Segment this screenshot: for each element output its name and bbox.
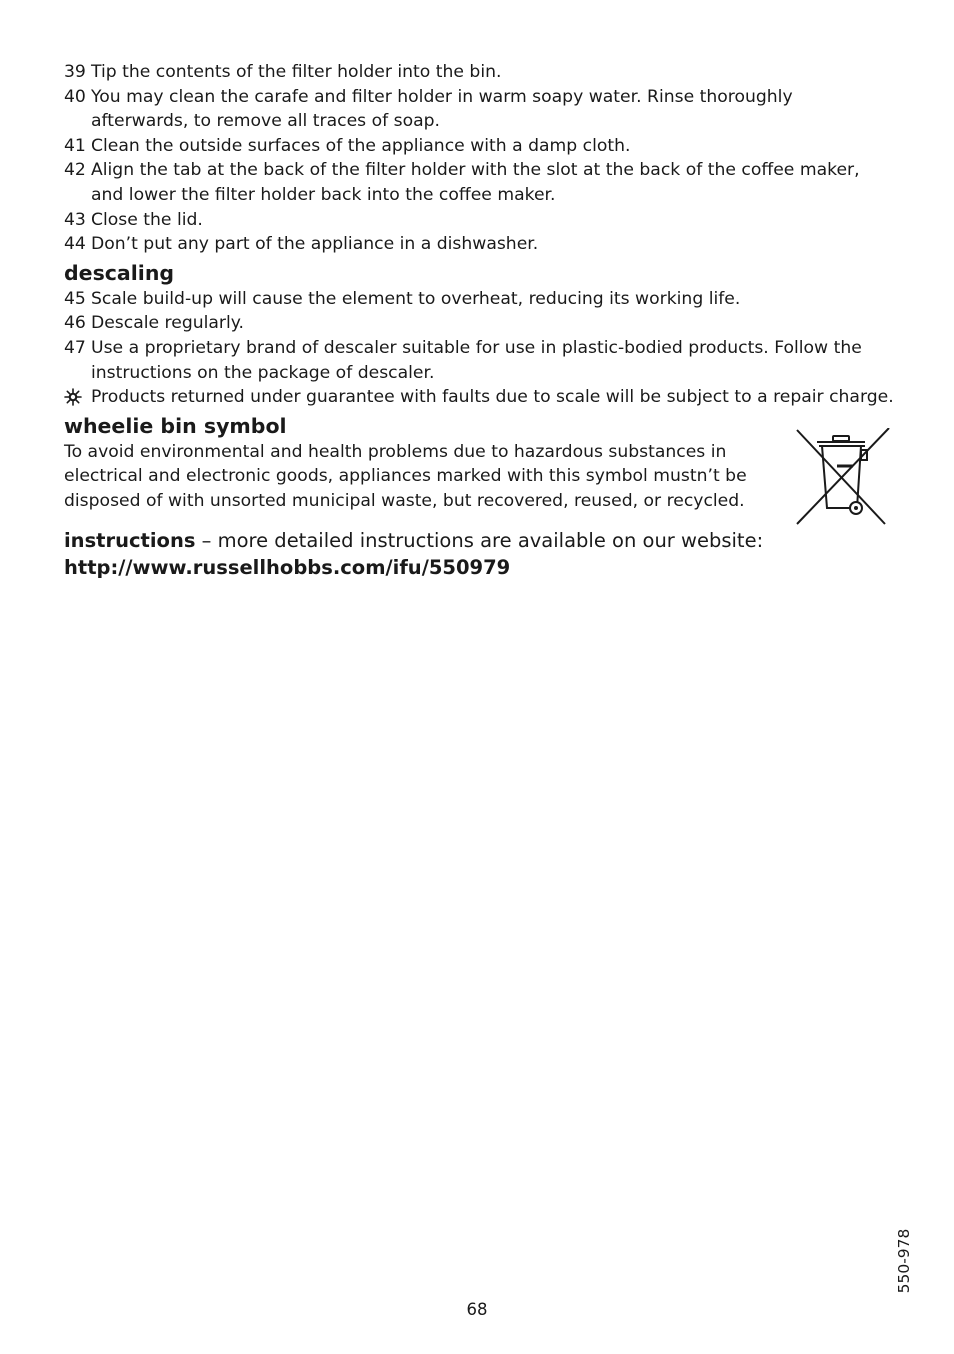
wheelie-bin-text: To avoid environmental and health problems due to hazardous substances in electrical and electronic goods, appliances marked with this symbol mustn’t be disposed of with unsorted municipal waste, but recovered, reused, or recycled. <box>64 441 747 511</box>
step-text: Close the lid. <box>91 209 203 230</box>
instructions-url-link[interactable]: http://www.russellhobbs.com/ifu/550979 <box>64 555 511 579</box>
steps-list-descaling <box>64 287 894 410</box>
warning-sun-icon <box>64 385 91 410</box>
page-number: 68 <box>466 1300 488 1319</box>
step-text: Descale regularly. <box>91 313 244 334</box>
list-item <box>64 287 894 312</box>
document-code: 550-978 <box>895 1228 913 1294</box>
instructions-label: instructions <box>64 528 196 552</box>
guarantee-note-text: Products returned under guarantee with faults due to scale will be subject to a repair charge. <box>91 387 894 408</box>
wheelie-bin-section <box>64 440 894 526</box>
step-number: 41 <box>64 135 86 156</box>
crossed-out-wheelie-bin-icon <box>795 428 891 526</box>
list-item <box>64 311 894 336</box>
step-text: Scale build-up will cause the element to overheat, reducing its working life. <box>91 288 741 309</box>
step-text: Align the tab at the back of the filter holder with the slot at the back of the coffee maker, and lower the filter holder back into the coffee maker. <box>91 160 860 205</box>
step-number: 39 <box>64 62 86 82</box>
step-number: 47 <box>64 337 86 358</box>
step-number: 45 <box>64 288 86 309</box>
step-text: Don’t put any part of the appliance in a dishwasher. <box>91 234 539 255</box>
steps-list-cleaning <box>64 60 894 257</box>
list-item <box>64 134 894 159</box>
step-number: 42 <box>64 160 86 181</box>
step-text: Use a proprietary brand of descaler suitable for use in plastic-bodied products. Follow the instructions on the package of descaler. <box>91 337 862 383</box>
page-content <box>64 60 894 581</box>
list-item <box>64 158 894 207</box>
step-number: 46 <box>64 313 86 334</box>
section-heading-wheelie-bin: wheelie bin symbol <box>64 413 287 438</box>
section-heading-descaling: descaling <box>64 260 175 285</box>
instructions-text: – more detailed instructions are available on our website: <box>195 528 764 552</box>
list-item <box>64 208 894 233</box>
step-text: You may clean the carafe and filter holder in warm soapy water. Rinse thoroughly afterwards, to remove all traces of soap. <box>91 86 793 132</box>
instructions-line <box>64 527 894 554</box>
step-number: 44 <box>64 234 86 255</box>
list-item <box>64 336 894 385</box>
step-number: 43 <box>64 209 86 230</box>
step-text: Clean the outside surfaces of the appliance with a damp cloth. <box>91 135 631 156</box>
step-text: Tip the contents of the filter holder into the bin. <box>91 62 502 82</box>
list-item <box>64 60 894 85</box>
list-item <box>64 232 894 257</box>
guarantee-note <box>64 385 894 410</box>
list-item <box>64 85 894 134</box>
step-number: 40 <box>64 86 86 107</box>
